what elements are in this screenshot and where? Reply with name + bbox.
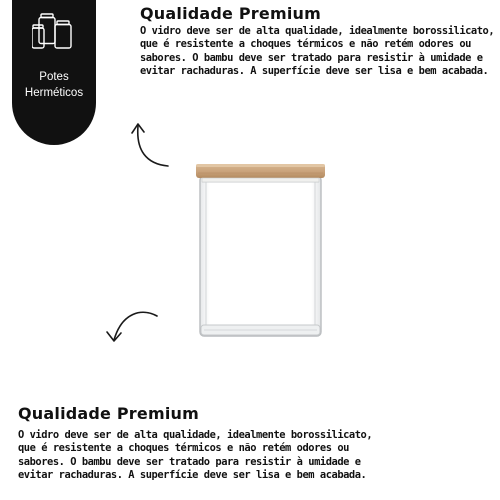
- bottom-description-line: evitar rachaduras. A superfície deve ser lisa e bem acabada.: [18, 469, 367, 482]
- bottom-description-line: sabores. O bambu deve ser tratado para resistir à umidade e: [18, 455, 361, 468]
- category-badge: [12, 0, 96, 145]
- top-description-line: evitar rachaduras. A superfície deve ser lisa e bem acabada.: [140, 65, 489, 78]
- jars-icon: [32, 12, 76, 52]
- badge-label-line-1: Potes: [39, 71, 69, 83]
- glass-jar-image: [190, 158, 330, 343]
- top-description-line: sabores. O bambu deve ser tratado para resistir à umidade e: [140, 51, 483, 64]
- top-title: Qualidade Premium: [140, 4, 321, 23]
- top-description-line: O vidro deve ser de alta qualidade, idealmente borossilicato,: [140, 25, 495, 37]
- top-description: [140, 25, 494, 79]
- badge-label-line-2: Herméticos: [24, 87, 84, 99]
- bottom-description: [18, 429, 372, 483]
- curved-arrow-icon: [102, 306, 160, 346]
- top-description-line: que é resistente a choques térmicos e não retém odores ou: [140, 38, 471, 51]
- bottom-description-line: O vidro deve ser de alta qualidade, idealmente borossilicato,: [18, 429, 373, 441]
- curved-arrow-icon: [128, 118, 172, 170]
- bottom-title: Qualidade Premium: [18, 404, 199, 423]
- badge-label: [12, 69, 96, 101]
- bottom-description-line: que é resistente a choques térmicos e não retém odores ou: [18, 442, 349, 455]
